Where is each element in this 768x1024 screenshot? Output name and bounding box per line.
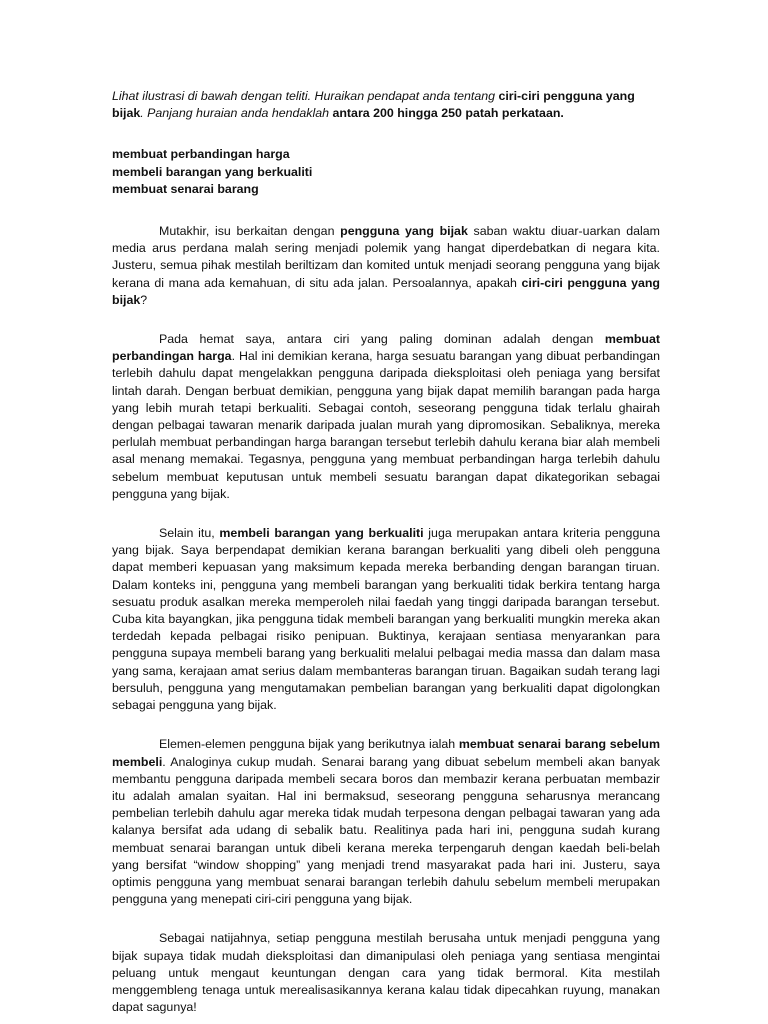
body-paragraph-shopping-list: Elemen-elemen pengguna bijak yang berikutnya ialah membuat senarai barang sebelum membeli. Analoginya cukup mudah. Senarai barang yang dibuat sebelum membeli akan banyak membantu pengguna daripada membeli secara boros dan membazir kerana perbuatan membazir itu adalah amalan syaitan. Hal ini bermaksud, seseorang pengguna seharusnya merancang pembelian terlebih dahulu agar mereka tidak mudah terpesona dengan pelbagai tawaran yang ada kalanya bersifat ada udang di sebalik batu. Realitinya pada hari ini, pengguna sudah kurang membuat senarai barangan untuk dibeli kerana mereka terpengaruh dengan kaedah beli-belah yang bersifat “window shopping” yang menjadi trend masyarakat pada hari ini. Justeru, saya optimis pengguna yang membuat senarai barangan terlebih dahulu sebelum membeli merupakan pengguna yang menepati ciri-ciri pengguna yang bijak.: [112, 737, 660, 907]
key-point: membuat perbandingan harga: [112, 147, 290, 162]
conclusion-paragraph: Sebagai natijahnya, setiap pengguna mestilah berusaha untuk menjadi pengguna yang bijak supaya tidak mudah dieksploitasi dan dimanipulasi oleh peniaga yang sentiasa mengintai peluang untuk mengaut keuntungan dengan cara yang tidak bermoral. Kita mestilah menggembleng tenaga untuk merealisasikannya kerana kalau tidak dipecahkan ruyung, manakan dapat sagunya!: [112, 931, 660, 1015]
instruction-word-count: antara 200 hingga 250 patah perkataan.: [332, 106, 564, 121]
key-points-list: [112, 146, 660, 198]
instruction-emphasis: ciri-ciri pengguna yang bijak: [112, 89, 635, 121]
key-point: membuat senarai barang: [112, 181, 259, 196]
instruction-text: [112, 88, 660, 122]
document-content: [112, 88, 660, 1016]
key-point: membeli barangan yang berkualiti: [112, 164, 313, 179]
body-paragraph-quality-goods: Selain itu, membeli barangan yang berkualiti juga merupakan antara kriteria pengguna yang bijak. Saya berpendapat demikian kerana barangan berkualiti yang dibeli oleh pengguna dapat memberi kepuasan yang maksimum kepada mereka berbanding dengan barangan tiruan. Dalam konteks ini, pengguna yang membeli barangan yang berkualiti tidak berkira tentang harga sesuatu produk asalkan mereka memperoleh nilai faedah yang tinggi daripada barangan tersebut. Cuba kita bayangkan, jika pengguna tidak membeli barangan yang berkualiti mungkin mereka akan terdedah kepada pelbagai risiko penipuan. Buktinya, kerajaan sentiasa menyarankan para pengguna supaya membeli barang yang berkualiti melalui pelbagai media massa dan dalam masa yang sama, kerajaan amat serius dalam membanteras barangan tiruan. Bagaikan sudah terang lagi bersuluh, pengguna yang mengutamakan pembelian barangan yang berkualiti dapat digolongkan sebagai pengguna yang bijak.: [112, 526, 661, 713]
instruction-part: . Panjang huraian anda hendaklah: [140, 106, 333, 121]
body-paragraph-price-comparison: Pada hemat saya, antara ciri yang paling dominan adalah dengan membuat perbandingan harga. Hal ini demikian kerana, harga sesuatu barangan yang dibuat perbandingan terlebih dahulu dapat mengelakkan pengguna daripada dieksploitasi oleh peniaga yang bersifat lintah darah. Dengan berbuat demikian, pengguna yang bijak dapat memilih barangan pada harga yang lebih murah tetapi berkualiti. Sebagai contoh, seseorang pengguna tidak terlalu ghairah dengan pelbagai tawaran menarik daripada jualan murah yang dipromosikan. Sebaliknya, mereka perlulah membuat perbandingan harga barangan tersebut terlebih dahulu kerana biar alah membeli asal menang memakai. Tegasnya, pengguna yang membuat perbandingan harga terlebih dahulu sebelum membuat keputusan untuk membeli sesuatu barangan dapat dikategorikan sebagai pengguna yang bijak.: [112, 332, 660, 501]
instruction-part: Lihat ilustrasi di bawah dengan teliti. Huraikan pendapat anda tentang: [112, 89, 499, 103]
intro-paragraph: Mutakhir, isu berkaitan dengan pengguna yang bijak saban waktu diuar-uarkan dalam media arus perdana malah sering menjadi polemik yang hangat diperdebatkan di negara kita. Justeru, semua pihak mestilah beriltizam dan komited untuk menjadi seorang pengguna yang bijak kerana di mana ada kemahuan, di situ ada jalan. Persoalannya, apakah ciri-ciri pengguna yang bijak?: [112, 224, 660, 307]
